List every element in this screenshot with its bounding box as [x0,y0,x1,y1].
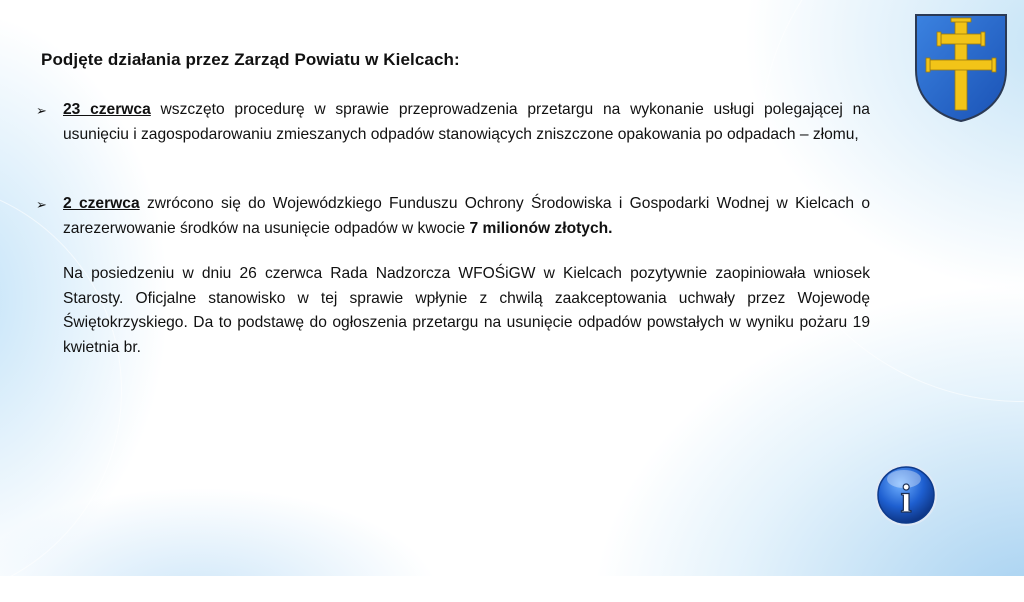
bullet-list-item [36,98,870,147]
body-paragraph: Na posiedzeniu w dniu 26 czerwca Rada Nadzorcza WFOŚiGW w Kielcach pozytywnie zaopiniowała wniosek Starosty. Oficjalne stanowisko w tej sprawie wpłynie z chwilą zaakceptowania uchwały przez Wojewodę Świętokrzyskiego. Da to podstawę do ogłoszenia przetargu na usunięcie odpadów powstałych w wyniku pożaru 19 kwietnia br. [63,265,870,356]
bullet-date: 2 czerwca [63,195,140,212]
bullet-text [63,98,870,147]
info-icon: i [900,476,912,521]
bullet-text [63,192,870,241]
bullet-amount: 7 milionów złotych. [469,219,613,237]
bullet-body: zwrócono się do Wojewódzkiego Funduszu Ochrony Środowiska i Gospodarki Wodnej w Kielcach o zarezerwowanie środków na usunięcie odpadów w kwocie [63,195,870,237]
bullet-row [36,192,870,241]
arrow-bullet-icon: ➢ [36,197,47,212]
slide-title: Podjęte działania przez Zarząd Powiatu w Kielcach: [41,50,460,69]
bullet-row [36,98,870,147]
double-cross-coat-of-arms-icon [913,12,1009,124]
bullet-list-item [36,192,870,241]
bullet-date: 23 czerwca [63,101,151,118]
info-button[interactable] [873,462,939,528]
arrow-bullet-icon: ➢ [36,103,47,118]
bullet-body: wszczęto procedurę w sprawie przeprowadzenia przetargu na wykonanie usługi polegającej na usunięciu i zagospodarowaniu zmieszanych odpadów stanowiących zniszczone opakowania po odpadach – złomu, [63,101,870,143]
